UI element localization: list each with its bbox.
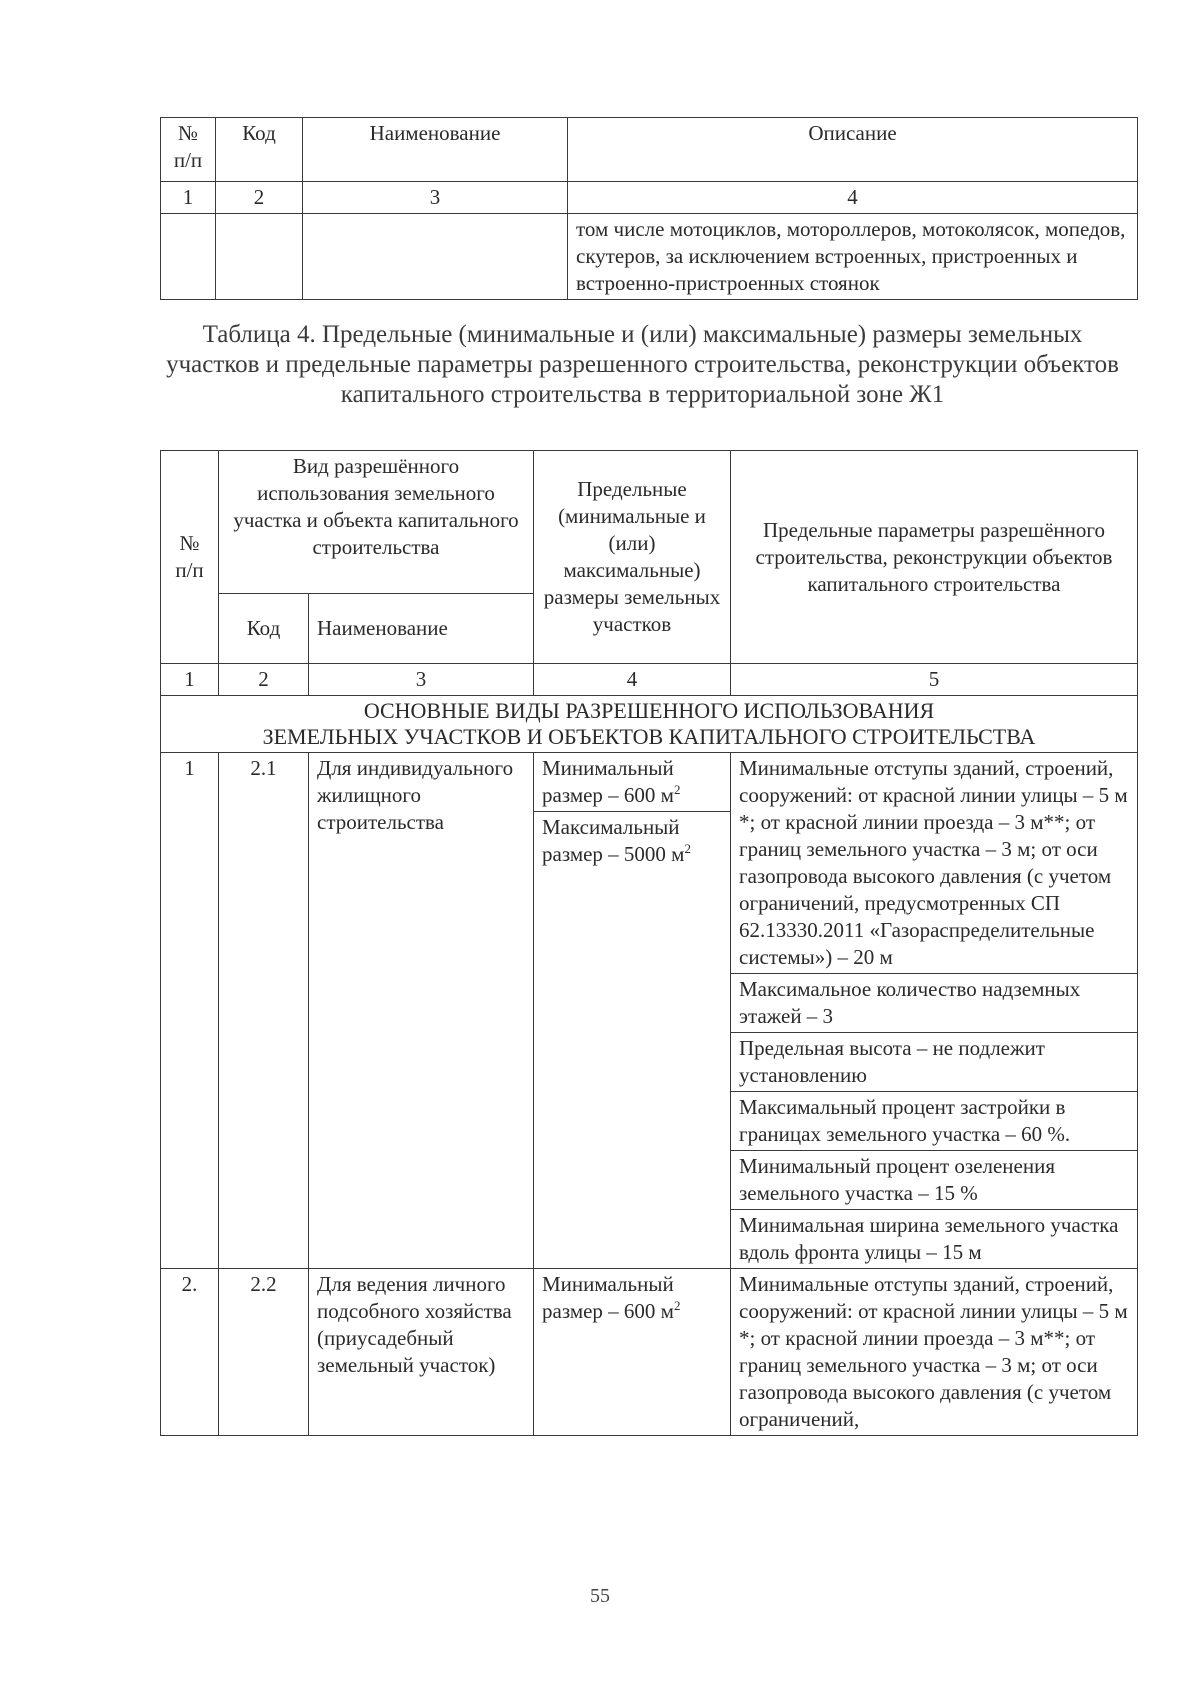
section-title <box>161 696 1138 753</box>
row-num: 2. <box>161 1269 219 1436</box>
page-number: 55 <box>590 1585 610 1607</box>
param-setbacks: Минимальные отступы зданий, строений, сооружений: от красной линии улицы – 5 м *; от красной линии проезда – 3 м**; от границ земельного участка – 3 м; от оси газопровода высокого давления (с учетом ограничений, <box>731 1269 1138 1436</box>
empty-cell <box>216 214 303 300</box>
index-cell: 3 <box>309 664 534 696</box>
index-cell: 4 <box>568 182 1138 214</box>
param-setbacks: Минимальные отступы зданий, строений, сооружений: от красной линии улицы – 5 м *; от красной линии проезда – 3 м**; от границ земельного участка – 3 м; от оси газопровода высокого давления (с учетом ограничений, предусмотренных СП 62.13330.2011 «Газораспределительные системы») – 20 м <box>739 756 1128 969</box>
index-cell: 3 <box>303 182 568 214</box>
header-code: Код <box>216 118 303 182</box>
empty-cell <box>161 214 216 300</box>
row-code: 2.1 <box>219 753 309 1269</box>
header-num: № п/п <box>161 118 216 182</box>
header-description: Описание <box>568 118 1138 182</box>
empty-cell <box>303 214 568 300</box>
header-code: Код <box>219 594 309 664</box>
index-cell: 1 <box>161 182 216 214</box>
row-code: 2.2 <box>219 1269 309 1436</box>
header-num: № п/п <box>161 451 219 664</box>
row-sizes <box>534 1269 731 1436</box>
row-num: 1 <box>161 753 219 1269</box>
index-cell: 2 <box>219 664 309 696</box>
size-max: Максимальный размер – 5000 $м^2$ <box>534 811 730 870</box>
row-sizes <box>534 753 731 1269</box>
param-greening: Минимальный процент озеленения земельного участка – 15 % <box>731 1150 1137 1209</box>
size-min: Минимальный размер – 600 $м^2$ <box>542 756 681 807</box>
param-height: Предельная высота – не подлежит установлению <box>731 1032 1137 1091</box>
size-min: Минимальный размер – 600 м <box>542 1272 674 1323</box>
row-name: Для индивидуального жилищного строительства <box>309 753 534 1269</box>
table-title: Таблица 4. Предельные (минимальные и (или) максимальные) размеры земельных участков и предельные параметры разрешенного строительства, реконструкции объектов капитального строительства в территориальной зоне Ж1 <box>166 321 1119 408</box>
continuation-table <box>160 117 1138 300</box>
description-continuation: том числе мотоциклов, мотороллеров, мотоколясок, мопедов, скутеров, за исключением встроенных, пристроенных и встроенно-пристроенных стоянок <box>568 214 1138 300</box>
row-name: Для ведения личного подсобного хозяйства (приусадебный земельный участок) <box>309 1269 534 1436</box>
param-coverage: Максимальный процент застройки в границах земельного участка – 60 %. <box>731 1091 1137 1150</box>
header-build-params: Предельные параметры разрешённого строительства, реконструкции объектов капитального строительства <box>731 451 1138 664</box>
header-use-type: Вид разрешённого использования земельного участка и объекта капитального строительства <box>219 451 534 594</box>
size-min-sup: 2 <box>673 1298 681 1313</box>
section-title-line2: ЗЕМЕЛЬНЫХ УЧАСТКОВ И ОБЪЕКТОВ КАПИТАЛЬНОГО СТРОИТЕЛЬСТВА <box>262 724 1036 749</box>
header-name: Наименование <box>309 594 534 664</box>
header-name: Наименование <box>303 118 568 182</box>
row-params <box>731 753 1138 1269</box>
index-cell: 2 <box>216 182 303 214</box>
index-cell: 4 <box>534 664 731 696</box>
section-title-line1: ОСНОВНЫЕ ВИДЫ РАЗРЕШЕННОГО ИСПОЛЬЗОВАНИЯ <box>363 698 935 723</box>
param-floors: Максимальное количество надземных этажей – 3 <box>731 973 1137 1032</box>
index-cell: 5 <box>731 664 1138 696</box>
header-plot-sizes: Предельные (минимальные и (или) максимальные) размеры земельных участков <box>534 451 731 664</box>
param-frontage: Минимальная ширина земельного участка вдоль фронта улицы – 15 м <box>731 1209 1137 1268</box>
index-cell: 1 <box>161 664 219 696</box>
main-table <box>160 450 1138 1436</box>
